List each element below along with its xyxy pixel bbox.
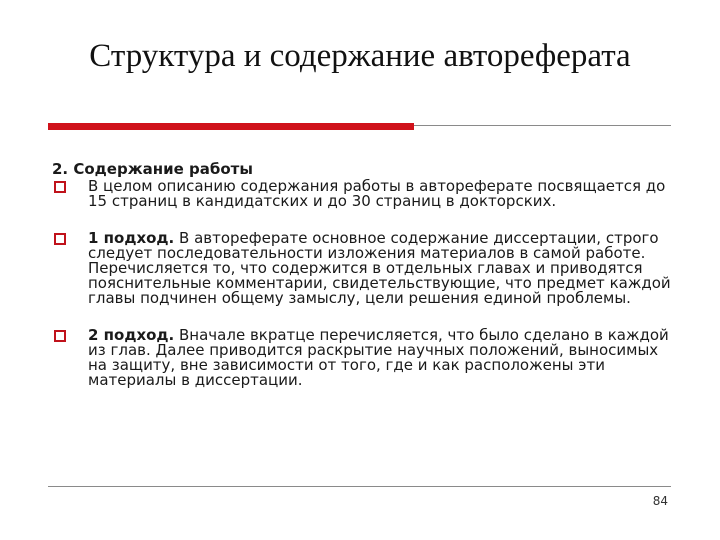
square-bullet-icon: [54, 330, 66, 342]
bullet-bold-lead: 1 подход.: [88, 229, 175, 247]
footer-divider: [48, 486, 671, 487]
bullet-item: [52, 231, 672, 306]
title-accent-bar: [48, 123, 414, 130]
bullet-text: Вначале вкратце перечисляется, что было сделано в каждой из глав. Далее приводится раскрытие научных положений, выносимых на защиту, вне зависимости от того, где и как расположены эти материалы в диссертации.: [88, 326, 669, 389]
page-number: 84: [652, 494, 668, 508]
bullet-text: В целом описанию содержания работы в автореферате посвящается до 15 страниц в кандидатских и до 30 страниц в докторских.: [88, 177, 666, 210]
bullet-bold-lead: 2 подход.: [88, 326, 175, 344]
square-bullet-icon: [54, 181, 66, 193]
section-heading: 2. Содержание работы: [52, 160, 253, 178]
bullet-text: В автореферате основное содержание диссертации, строго следует последовательности изложения материалов в самой работе. Перечисляется то, что содержится в отдельных главах и приводятся пояснительные комментарии, свидетельствующие, что предмет каждой главы подчинен общему замыслу, цели решения единой проблемы.: [88, 229, 671, 307]
slide-body: [52, 162, 672, 410]
slide-title: Структура и содержание автореферата: [89, 38, 631, 74]
bullet-item: [52, 328, 672, 388]
square-bullet-icon: [54, 233, 66, 245]
bullet-item: [52, 179, 672, 209]
